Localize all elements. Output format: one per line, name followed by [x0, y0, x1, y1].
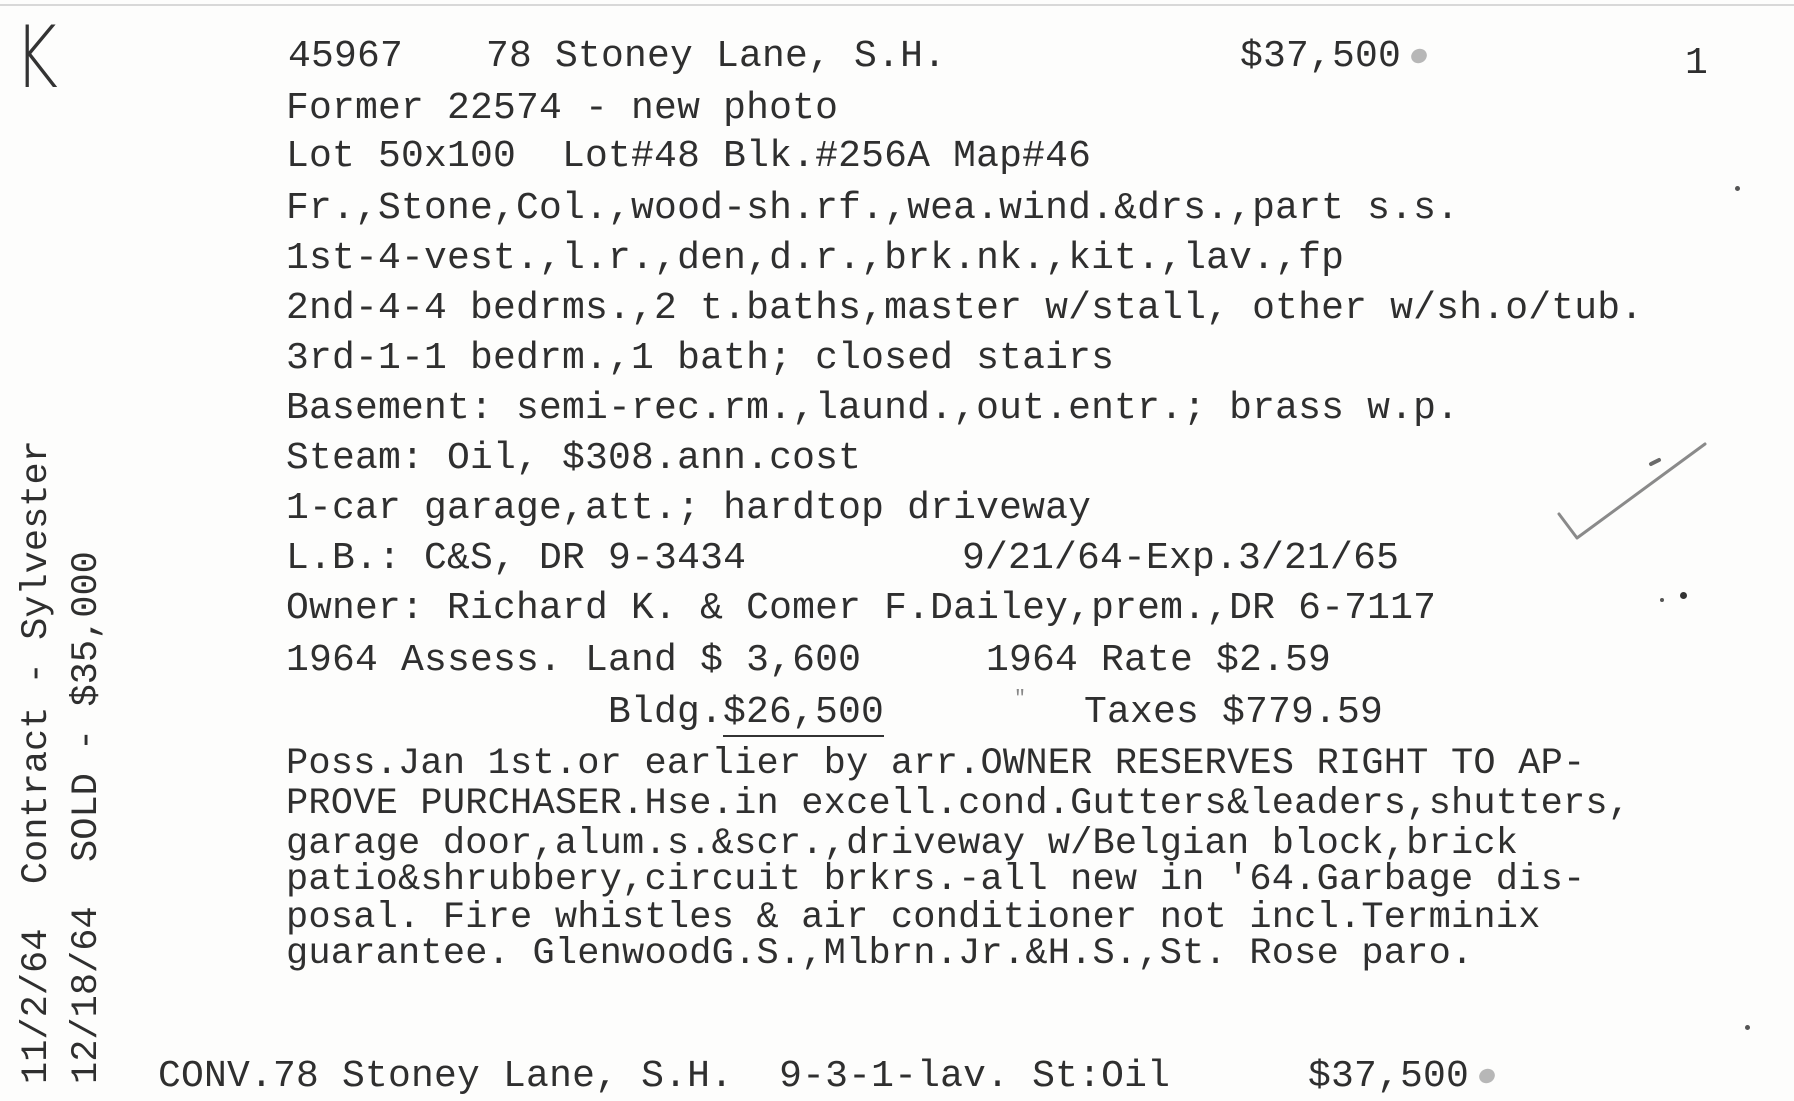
tax-rate: 1964 Rate $2.59: [986, 639, 1332, 682]
summary-price-value: $37,500: [1308, 1055, 1470, 1098]
third-floor-line: 3rd-1-1 bedrm.,1 bath; closed stairs: [286, 337, 1115, 380]
assessment-building: [608, 691, 885, 734]
card-page-number: 1: [1685, 42, 1708, 85]
garage-line: 1-car garage,att.; hardtop driveway: [286, 487, 1092, 530]
side-annotations: [12, 440, 112, 1084]
remarks-line: garage door,alum.s.&scr.,driveway w/Belgian block,brick: [286, 823, 1519, 865]
index-tab-letter: K: [14, 8, 58, 108]
second-floor-line: 2nd-4-4 bedrms.,2 t.baths,master w/stall, other w/sh.o/tub.: [286, 287, 1644, 330]
summary-price: [1308, 1055, 1495, 1098]
stray-mark: [1660, 598, 1664, 602]
lot-line: Lot 50x100 Lot#48 Blk.#256A Map#46: [286, 135, 1092, 178]
remarks-line: guarantee. GlenwoodG.S.,Mlbrn.Jr.&H.S.,St. Rose paro.: [286, 933, 1474, 975]
remarks-line: PROVE PURCHASER.Hse.in excell.cond.Gutters&leaders,shutters,: [286, 783, 1631, 825]
check-mark-icon: [1555, 440, 1715, 550]
remarks-line: patio&shrubbery,circuit brkrs.-all new in '64.Garbage dis-: [286, 859, 1586, 901]
listing-number: 45967: [288, 35, 404, 78]
heating-line: Steam: Oil, $308.ann.cost: [286, 437, 862, 480]
listing-dates: 9/21/64-Exp.3/21/65: [962, 537, 1400, 580]
ditto-mark: ": [1014, 688, 1027, 711]
taxes: Taxes $779.59: [1084, 691, 1384, 734]
former-listing-line: Former 22574 - new photo: [286, 87, 839, 130]
remarks-line: Poss.Jan 1st.or earlier by arr.OWNER RESERVES RIGHT TO AP-: [286, 743, 1586, 785]
ink-smudge: [1409, 46, 1429, 65]
contract-note: 11/2/64 Contract - Sylvester: [16, 440, 58, 1084]
listing-address: 78 Stoney Lane, S.H.: [486, 35, 947, 78]
ink-smudge: [1477, 1066, 1497, 1085]
construction-line: Fr.,Stone,Col.,wood-sh.rf.,wea.wind.&drs.,part s.s.: [286, 187, 1460, 230]
owner-line: Owner: Richard K. & Comer F.Dailey,prem.,DR 6-7117: [286, 587, 1437, 630]
listing-broker: L.B.: C&S, DR 9-3434: [286, 537, 747, 580]
sold-note: 12/18/64 SOLD - $35,000: [66, 551, 108, 1084]
bldg-value: $26,500: [723, 691, 884, 737]
listing-price: [1240, 35, 1427, 78]
remarks-line: posal. Fire whistles & air conditioner not incl.Terminix: [286, 897, 1541, 939]
assessment-land: 1964 Assess. Land $ 3,600: [286, 639, 862, 682]
listing-price-value: $37,500: [1240, 35, 1402, 78]
summary-line: CONV.78 Stoney Lane, S.H. 9-3-1-lav. St:Oil: [158, 1055, 1171, 1098]
bldg-label: Bldg.: [608, 691, 724, 734]
stray-mark: [1735, 186, 1740, 191]
stray-mark: [1745, 1025, 1750, 1030]
stray-mark: [1680, 592, 1687, 599]
card-top-edge: [0, 4, 1794, 6]
first-floor-line: 1st-4-vest.,l.r.,den,d.r.,brk.nk.,kit.,lav.,fp: [286, 237, 1345, 280]
basement-line: Basement: semi-rec.rm.,laund.,out.entr.; brass w.p.: [286, 387, 1460, 430]
